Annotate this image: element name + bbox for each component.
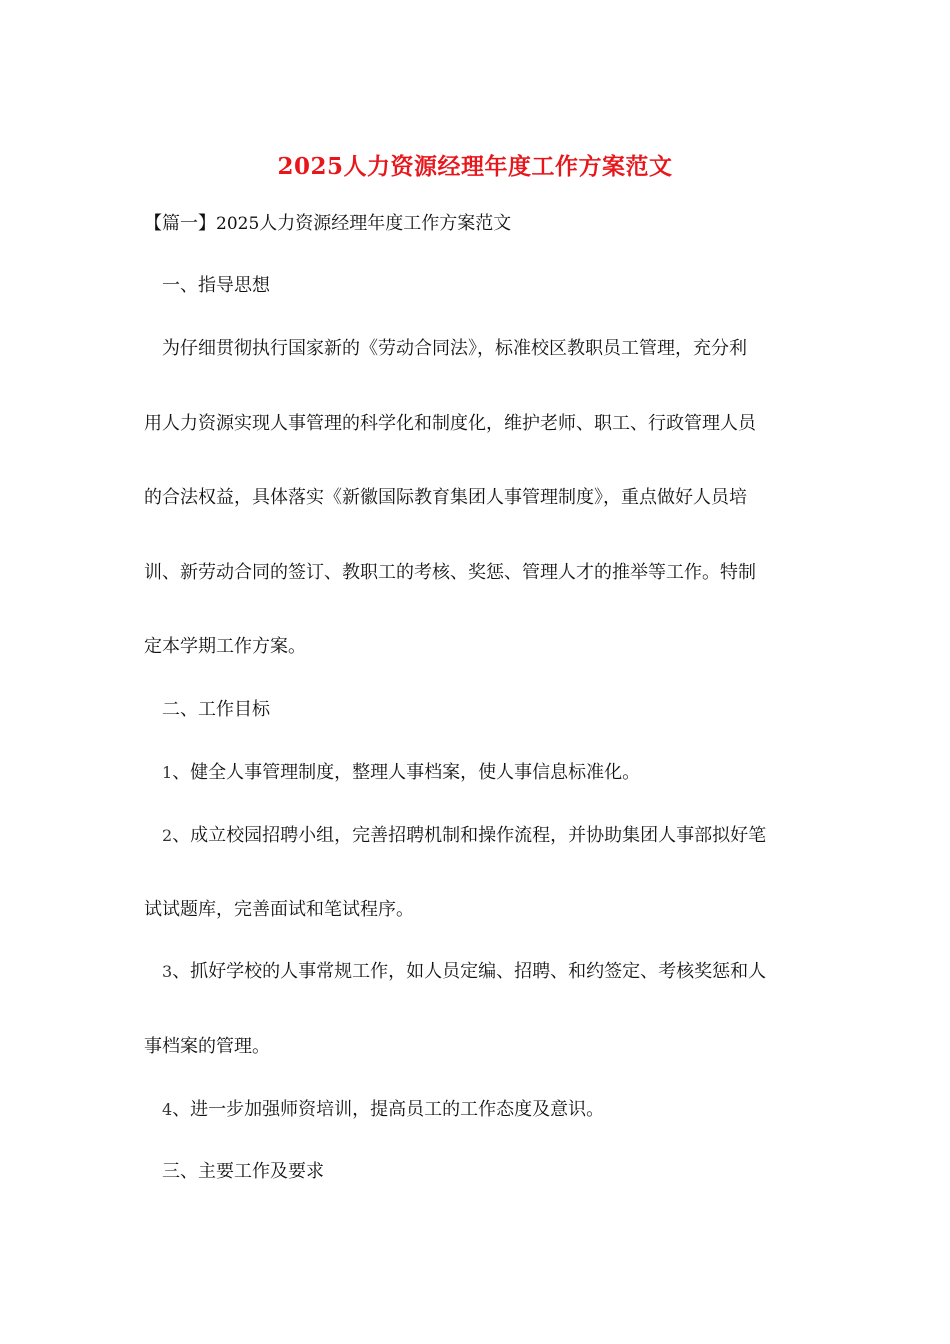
- list-item-text: 、健全人事管理制度，整理人事档案，使人事信息标准化。: [172, 762, 641, 783]
- list-item-continuation: 试试题库，完善面试和笔试程序。: [144, 899, 414, 920]
- paragraph-line: 训、新劳动合同的签订、教职工的考核、奖惩、管理人才的推举等工作。特制: [144, 562, 756, 583]
- list-item-number: 1: [162, 763, 173, 782]
- subtitle-prefix: 【篇一】: [144, 213, 216, 234]
- section-heading-guiding-thought: 一、指导思想: [162, 275, 270, 296]
- list-item: [162, 823, 842, 849]
- section-heading-work-goals: 二、工作目标: [162, 699, 270, 720]
- section-heading-main-work: 三、主要工作及要求: [162, 1161, 324, 1182]
- paragraph-line: 用人力资源实现人事管理的科学化和制度化，维护老师、职工、行政管理人员: [144, 413, 756, 434]
- list-item: [162, 1097, 842, 1123]
- paragraph-line: 为仔细贯彻执行国家新的《劳动合同法》，标准校区教职员工管理，充分利: [162, 338, 747, 359]
- document-title: 2025人力资源经理年度工作方案范文: [277, 153, 673, 180]
- subtitle-text: 人力资源经理年度工作方案范文: [259, 213, 512, 234]
- list-item: [162, 760, 842, 786]
- list-item-number: 4: [162, 1100, 173, 1119]
- paragraph-line: 定本学期工作方案。: [144, 636, 306, 657]
- subtitle: [144, 211, 824, 237]
- list-item-number: 3: [162, 962, 173, 981]
- list-item-number: 2: [162, 826, 173, 845]
- list-item-text: 、进一步加强师资培训，提高员工的工作态度及意识。: [172, 1099, 605, 1120]
- list-item-text: 、成立校园招聘小组，完善招聘机制和操作流程，并协助集团人事部拟好笔: [172, 825, 767, 846]
- list-item: [162, 959, 842, 985]
- paragraph-line: 的合法权益，具体落实《新徽国际教育集团人事管理制度》，重点做好人员培: [144, 487, 747, 508]
- list-item-text: 、抓好学校的人事常规工作，如人员定编、招聘、和约签定、考核奖惩和人: [172, 961, 767, 982]
- list-item-continuation: 事档案的管理。: [144, 1036, 270, 1057]
- subtitle-year: 2025: [216, 214, 260, 234]
